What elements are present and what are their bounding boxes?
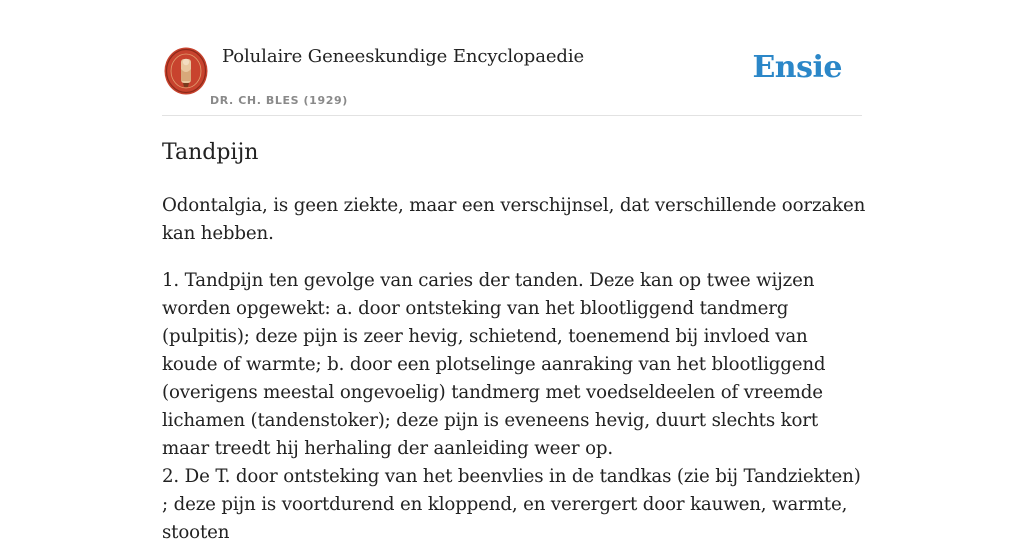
author-byline: DR. CH. BLES (1929) [210,94,348,107]
article-body [162,192,867,547]
article-paragraph: 1. Tandpijn ten gevolge van caries der tanden. Deze kan op twee wijzen worden opgewekt: a. door ontsteking van het blootliggend tandmerg (pulpitis); deze pijn is zeer hevig, schietend, toenemend bij invloed van koude of warmte; b. door een plotselinge aanraking van het blootliggend (overigens meestal ongevoelig) tandmerg met voedseldeelen of vreemde lichamen (tandenstoker); deze pijn is eveneens hevig, duurt slechts kort maar treedt hij herhaling der aanleiding weer op. [162,270,826,459]
ensie-logo-link[interactable]: Ensie [752,50,842,85]
page-header [162,0,862,116]
book-cover-icon[interactable] [164,47,208,95]
article-paragraph: Odontalgia, is geen ziekte, maar een verschijnsel, dat verschillende oorzaken kan hebben. [162,195,866,244]
article-title: Tandpijn [162,140,259,165]
article-paragraph: 2. De T. door ontsteking van het beenvlies in de tandkas (zie bij Tandziekten) ; deze pijn is voortdurend en kloppend, en verergert door kauwen, warmte, stooten [162,466,861,543]
book-title[interactable]: Polulaire Geneeskundige Encyclopaedie [222,46,585,67]
content-container [162,0,866,543]
